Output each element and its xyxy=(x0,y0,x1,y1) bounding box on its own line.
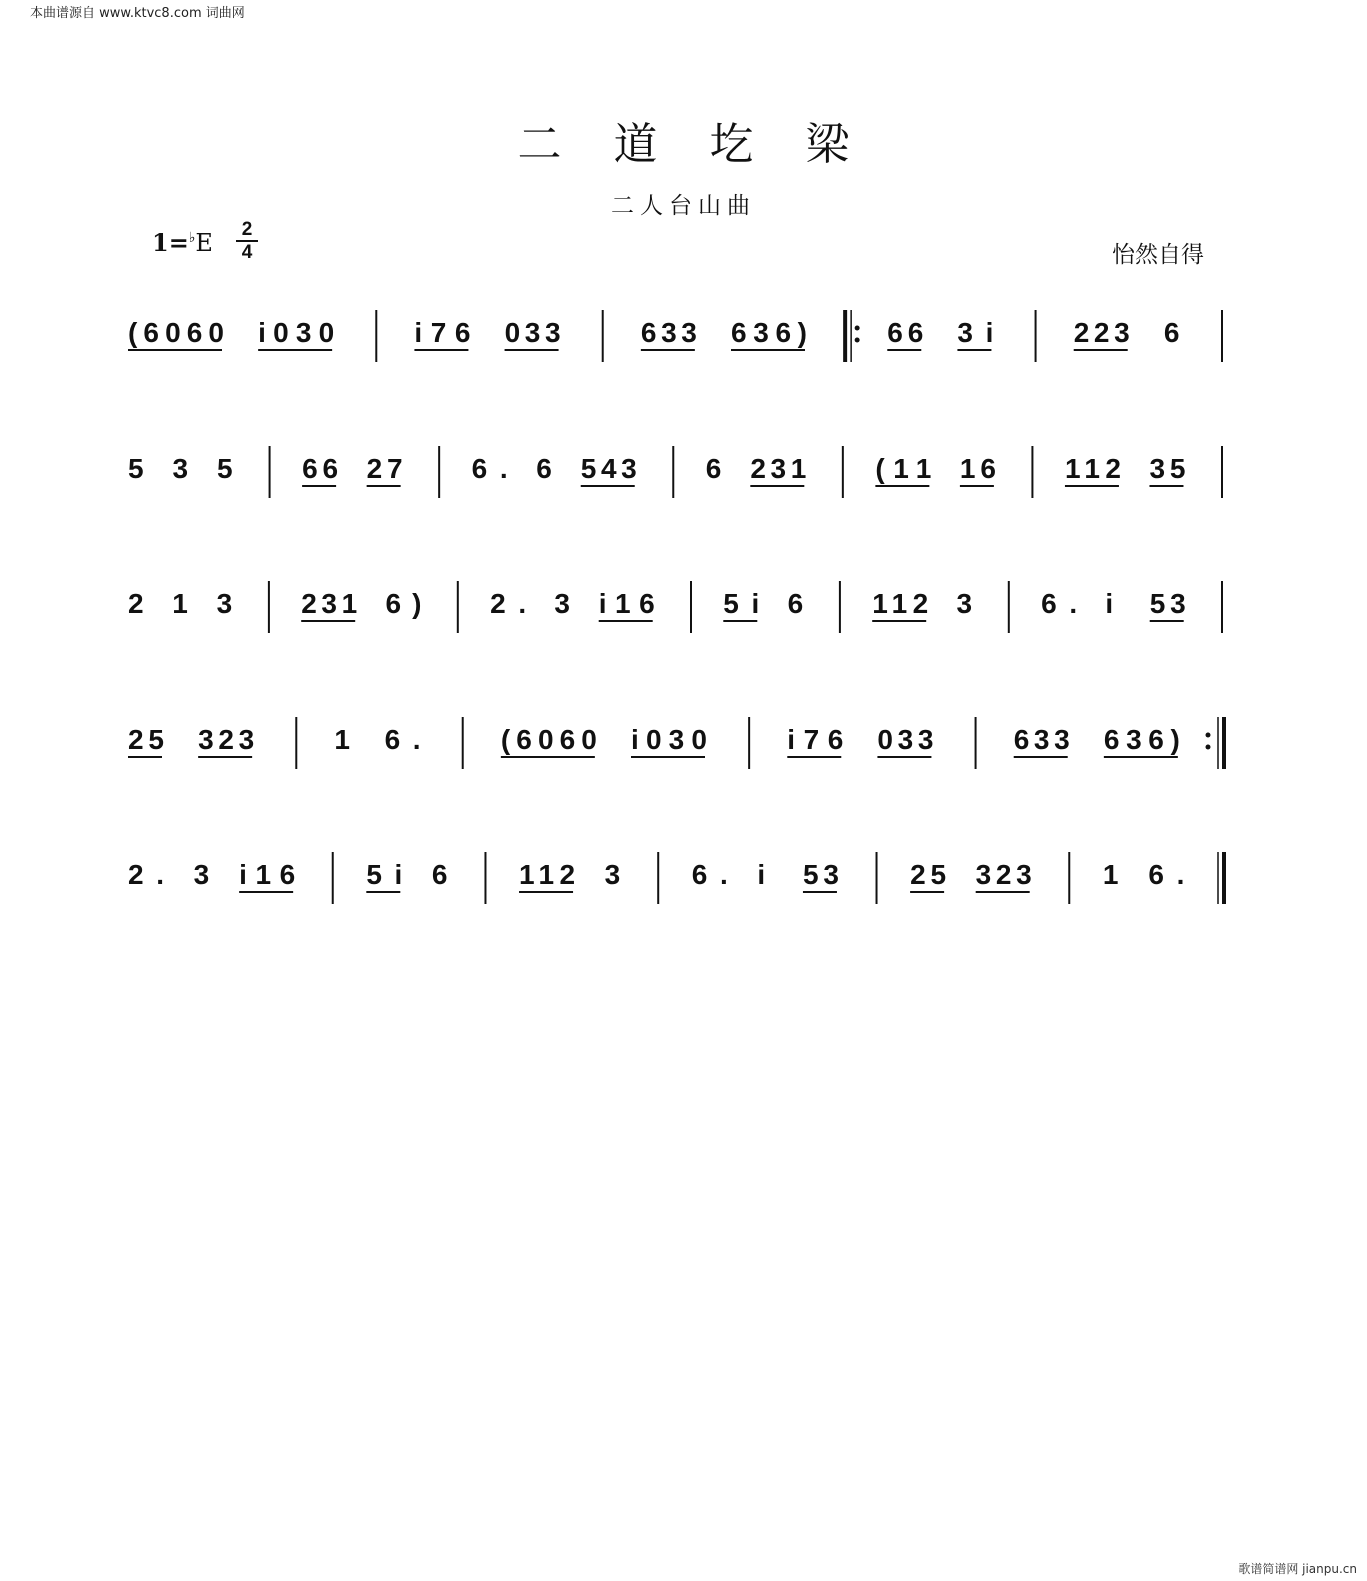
note-group: 6. xyxy=(1041,588,1078,619)
note-group: 543 xyxy=(580,453,637,484)
note-group: 3 xyxy=(193,859,210,890)
key-signature xyxy=(152,228,213,257)
note-group: 033 xyxy=(504,317,561,348)
notation-svg xyxy=(128,842,1230,922)
note-group: 033 xyxy=(877,724,934,755)
note-group: 5i xyxy=(723,588,760,619)
note-group: 25 xyxy=(128,724,164,755)
note-group: 2. xyxy=(490,588,527,619)
note-group: 53 xyxy=(1149,588,1186,619)
score-line xyxy=(128,436,1230,516)
notation-svg xyxy=(128,436,1230,516)
note-group: 3 xyxy=(554,588,570,619)
notation-svg xyxy=(128,300,1230,380)
note-group: 633 xyxy=(1013,724,1070,755)
time-denominator: 4 xyxy=(241,242,253,263)
time-signature xyxy=(236,220,258,262)
note-group: 3 xyxy=(956,588,973,619)
note-group: i16 xyxy=(239,859,296,890)
note-group: 1 xyxy=(1102,859,1119,890)
note-group: 323 xyxy=(198,724,255,755)
note-group: 2 xyxy=(128,588,144,619)
key-letter: E xyxy=(195,229,213,257)
note-group: 27 xyxy=(366,453,403,484)
note-group: 636) xyxy=(1103,724,1180,755)
repeat-dot xyxy=(1206,733,1211,738)
note-group: 3i xyxy=(957,317,994,348)
repeat-dot xyxy=(1206,745,1211,750)
note-group: i030 xyxy=(631,724,707,755)
note-group: 636) xyxy=(731,317,807,348)
source-watermark: 本曲谱源自 www.ktvc8.com 词曲网 xyxy=(30,6,245,21)
note-group: 6. xyxy=(691,859,728,890)
note-group: 1 xyxy=(172,588,188,619)
note-group: 1 xyxy=(334,724,351,755)
note-group: 112 xyxy=(872,588,929,619)
note-group: 53 xyxy=(802,859,839,890)
key-prefix: 1= xyxy=(152,228,189,257)
note-group: 3 xyxy=(604,859,621,890)
note-group: 5 xyxy=(128,453,144,484)
repeat-dot xyxy=(855,338,860,343)
footer-watermark: 歌谱简谱网 jianpu.cn xyxy=(1238,1562,1357,1576)
notation-svg xyxy=(128,707,1230,787)
note-group: 112 xyxy=(519,859,576,890)
note-group: 5i xyxy=(366,859,403,890)
score-line xyxy=(128,707,1230,787)
note-group: 66 xyxy=(887,317,924,348)
note-group: i16 xyxy=(598,588,655,619)
flat-sign: ♭ xyxy=(188,230,196,246)
note-group: 2. xyxy=(128,859,164,890)
song-subtitle: 二人台山曲 xyxy=(611,193,756,219)
note-group: 25 xyxy=(910,859,947,890)
note-group: 5 xyxy=(217,453,233,484)
note-group: 6. xyxy=(384,724,421,755)
note-group: 6 xyxy=(431,859,448,890)
note-group: i xyxy=(1105,588,1114,619)
note-group: i76 xyxy=(787,724,844,755)
note-group: 3 xyxy=(172,453,189,484)
note-group: 35 xyxy=(1149,453,1186,484)
note-group: i xyxy=(757,859,766,890)
score-line xyxy=(128,300,1230,380)
note-group: 112 xyxy=(1064,453,1121,484)
note-group: i76 xyxy=(414,317,471,348)
note-group: (6060 xyxy=(128,317,224,348)
note-group: 323 xyxy=(975,859,1032,890)
note-group: 223 xyxy=(1073,317,1130,348)
note-group: (11 xyxy=(875,453,932,484)
song-title: 二道圪梁 xyxy=(517,119,902,170)
note-group: 633 xyxy=(640,317,697,348)
note-group: (6060 xyxy=(500,724,597,755)
note-group: 231 xyxy=(301,588,358,619)
note-group: 6 xyxy=(1163,317,1180,348)
note-group: 3 xyxy=(216,588,233,619)
note-group: 16 xyxy=(959,453,996,484)
note-group: 6. xyxy=(1148,859,1185,890)
repeat-dot xyxy=(855,326,860,331)
note-group: 6 xyxy=(536,453,552,484)
note-group: 6. xyxy=(471,453,508,484)
note-group: 6) xyxy=(385,588,422,619)
notation-svg xyxy=(128,571,1230,651)
note-group: 66 xyxy=(302,453,339,484)
note-group: i030 xyxy=(258,317,335,348)
score-line xyxy=(128,842,1230,922)
note-group: 6 xyxy=(787,588,804,619)
time-numerator: 2 xyxy=(241,219,253,240)
score-line xyxy=(128,571,1230,651)
note-group: 6 xyxy=(705,453,722,484)
tempo-marking: 怡然自得 xyxy=(1112,242,1204,268)
note-group: 231 xyxy=(750,453,807,484)
